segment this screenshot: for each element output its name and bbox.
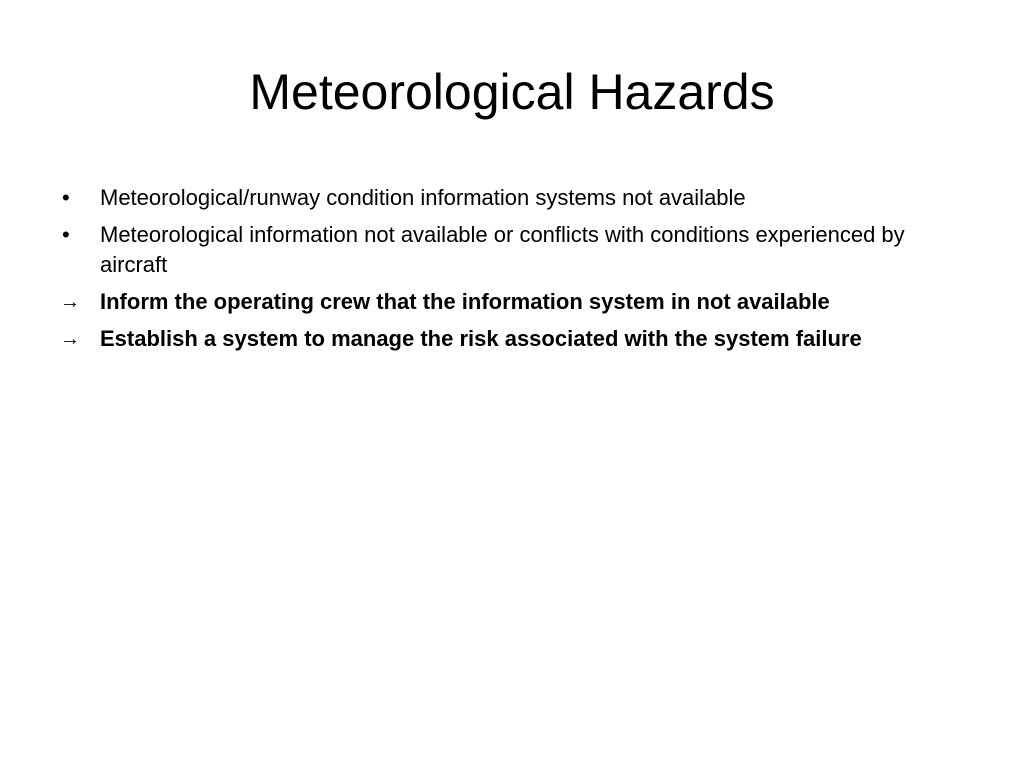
list-item-text: Inform the operating crew that the information system in not available [100, 289, 830, 314]
bullet-icon: • [62, 222, 70, 247]
list-item [60, 183, 960, 213]
bullet-icon: • [62, 185, 70, 210]
list-item-text: Meteorological/runway condition information systems not available [100, 185, 746, 210]
list-item [60, 220, 960, 280]
list-item-text: Establish a system to manage the risk associated with the system failure [100, 326, 862, 351]
list-item [60, 324, 960, 354]
bullet-list [60, 183, 960, 361]
arrow-right-icon: → [60, 291, 80, 313]
list-item-text: Meteorological information not available or conflicts with conditions experienced by aircraft [100, 222, 905, 277]
arrow-right-icon: → [60, 328, 80, 350]
slide-title: Meteorological Hazards [249, 64, 775, 120]
list-item [60, 287, 960, 317]
